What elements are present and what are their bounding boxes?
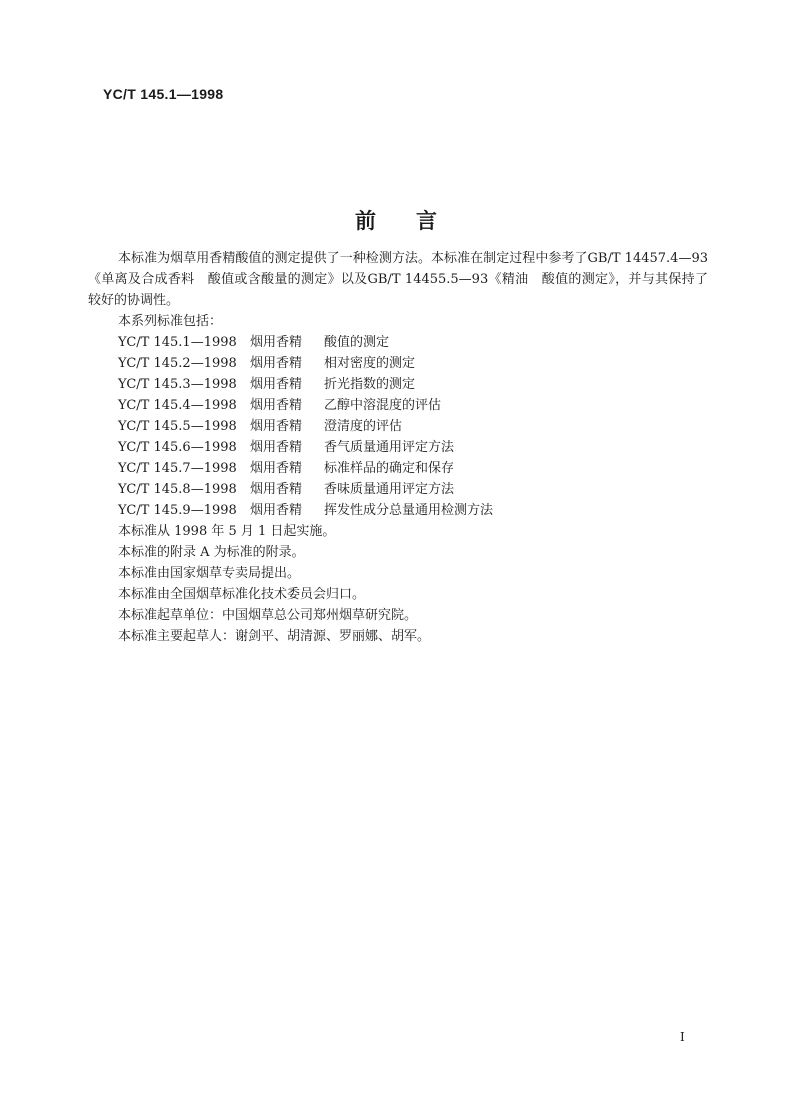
effective-date-note: 本标准从 1998 年 5 月 1 日起实施。: [118, 524, 336, 539]
standard-code: YC/T 145.7—1998: [118, 461, 237, 476]
standard-category: 烟用香精: [250, 440, 303, 455]
proposer-note: 本标准由国家烟草专卖局提出。: [118, 566, 301, 581]
appendix-note: 本标准的附录 A 为标准的附录。: [118, 545, 305, 560]
standard-item: [88, 395, 708, 416]
standard-code: YC/T 145.5—1998: [118, 419, 237, 434]
standards-list: [88, 332, 708, 521]
standard-name: 标准样品的确定和保存: [324, 461, 455, 476]
series-intro: 本系列标准包括：: [118, 314, 223, 329]
standard-category: 烟用香精: [250, 419, 303, 434]
standard-name: 澄清度的评估: [324, 419, 403, 434]
standard-name: 折光指数的测定: [324, 377, 416, 392]
standard-category: 烟用香精: [250, 461, 303, 476]
standard-code: YC/T 145.1—1998: [118, 335, 237, 350]
standard-code: YC/T 145.2—1998: [118, 356, 237, 371]
document-code-header: YC/T 145.1—1998: [103, 86, 224, 102]
standard-category: 烟用香精: [250, 398, 303, 413]
standard-name: 挥发性成分总量通用检测方法: [324, 503, 494, 518]
intro-paragraph: 本标准为烟草用香精酸值的测定提供了一种检测方法。本标准在制定过程中参考了GB/T 14457.4—93《单离及合成香料 酸值或含酸量的测定》以及GB/T 14455.5—93《精油 酸值的测定》，并与其保持了较好的协调性。: [88, 251, 708, 308]
standard-name: 香味质量通用评定方法: [324, 482, 455, 497]
standard-category: 烟用香精: [250, 503, 303, 518]
standard-code: YC/T 145.4—1998: [118, 398, 237, 413]
standard-name: 乙醇中溶混度的评估: [324, 398, 442, 413]
standard-category: 烟用香精: [250, 377, 303, 392]
standard-category: 烟用香精: [250, 356, 303, 371]
drafting-unit-note: 本标准起草单位：中国烟草总公司郑州烟草研究院。: [118, 608, 418, 623]
standard-code: YC/T 145.8—1998: [118, 482, 237, 497]
standard-item: [88, 416, 708, 437]
standard-item: [88, 374, 708, 395]
committee-note: 本标准由全国烟草标准化技术委员会归口。: [118, 587, 366, 602]
standard-code: YC/T 145.6—1998: [118, 440, 237, 455]
standard-item: [88, 332, 708, 353]
standard-name: 香气质量通用评定方法: [324, 440, 455, 455]
standard-name: 相对密度的测定: [324, 356, 416, 371]
standard-item: [88, 437, 708, 458]
standard-category: 烟用香精: [250, 482, 303, 497]
page-number: I: [680, 1030, 685, 1044]
standard-item: [88, 479, 708, 500]
standard-item: [88, 353, 708, 374]
standard-code: YC/T 145.3—1998: [118, 377, 237, 392]
standard-name: 酸值的测定: [324, 335, 390, 350]
standard-category: 烟用香精: [250, 335, 303, 350]
page-title: 前言: [355, 209, 477, 233]
standard-item: [88, 500, 708, 521]
document-body: [88, 248, 708, 647]
standard-item: [88, 458, 708, 479]
drafters-note: 本标准主要起草人：谢剑平、胡清源、罗丽娜、胡军。: [118, 629, 431, 644]
standard-code: YC/T 145.9—1998: [118, 503, 237, 518]
